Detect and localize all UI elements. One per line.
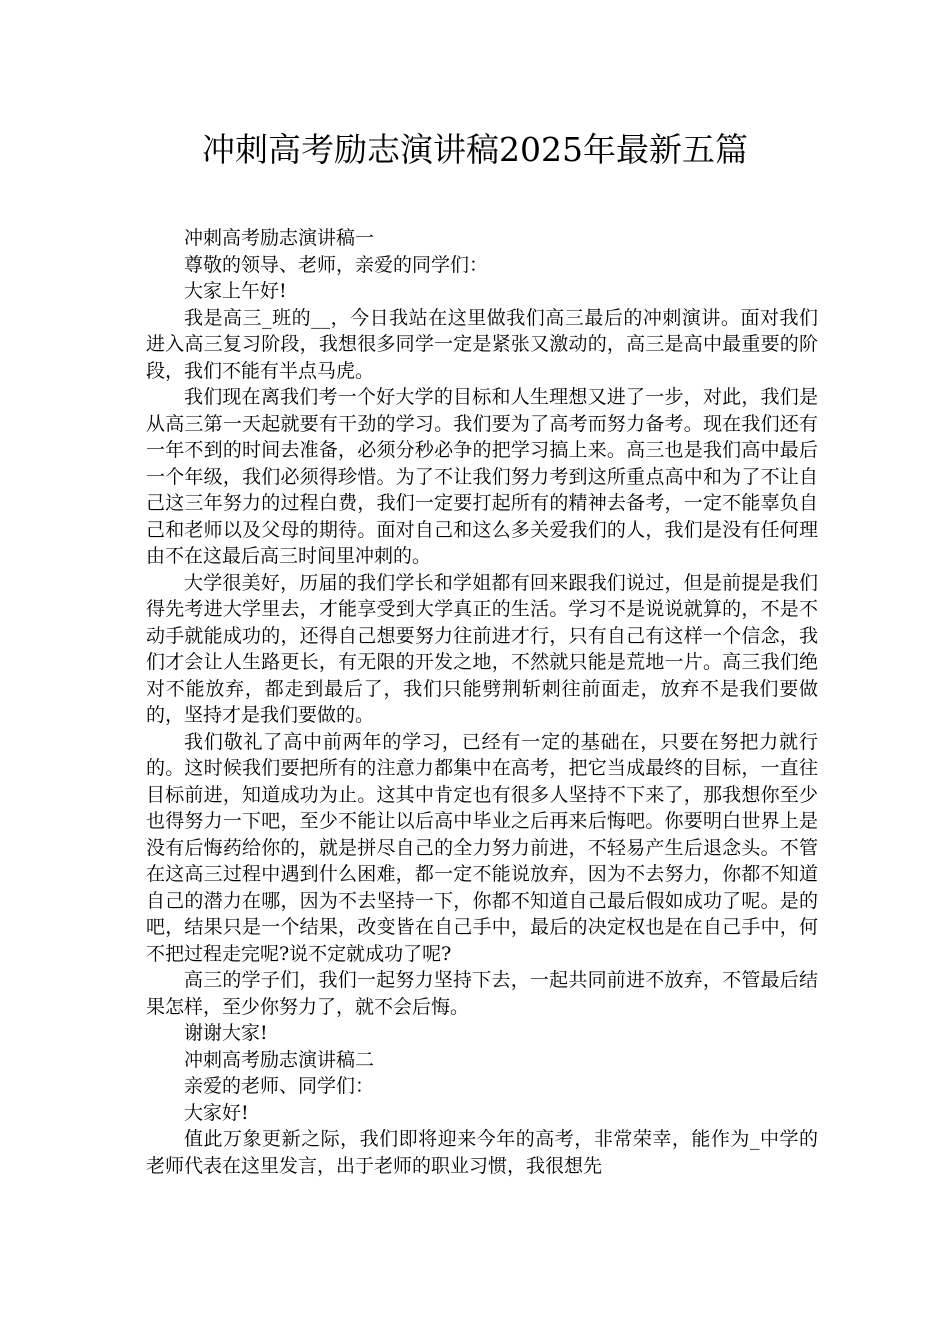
body-paragraph: 值此万象更新之际，我们即将迎来今年的高考，非常荣幸，能作为_中学的老师代表在这里发言，出于老师的职业习惯，我很想先: [146, 1128, 818, 1177]
body-paragraph: 高三的学子们，我们一起努力坚持下去，一起共同前进不放弃，不管最后结果怎样，至少你努力了，就不会后悔。: [146, 969, 818, 1018]
greeting: 大家上午好!: [184, 280, 287, 302]
salutation: 亲爱的老师、同学们：: [184, 1075, 375, 1097]
body-paragraph: 我是高三_班的__，今日我站在这里做我们高三最后的冲刺演讲。面对我们进入高三复习阶段，我想很多同学一定是紧张又激动的，高三是高中最重要的阶段，我们不能有半点马虎。: [146, 306, 818, 382]
body-paragraph: 我们现在离我们考一个好大学的目标和人生理想又进了一步，对此，我们是从高三第一天起就要有干劲的学习。我们要为了高考而努力备考。现在我们还有一年不到的时间去准备，必须分秒必争的把学习搞上来。高三也是我们高中最后一个年级，我们必须得珍惜。为了不让我们努力考到这所重点高中和为了不让自己这三年努力的过程白费，我们一定要打起所有的精神去备考，一定不能辜负自己和老师以及父母的期待。面对自己和这么多关爱我们的人，我们是没有任何理由不在这最后高三时间里冲刺的。: [146, 386, 818, 567]
closing: 谢谢大家!: [184, 1022, 268, 1044]
document-body: [146, 225, 818, 1179]
body-paragraph: 大学很美好，历届的我们学长和学姐都有回来跟我们说过，但是前提是我们得先考进大学里去，才能享受到大学真正的生活。学习不是说说就算的，不是不动手就能成功的，还得自己想要努力往前进才行，只有自己有这样一个信念，我们才会让人生路更长，有无限的开发之地，不然就只能是荒地一片。高三我们绝对不能放弃，都走到最后了，我们只能劈荆斩刺往前面走，放弃不是我们要做的，坚持才是我们要做的。: [146, 571, 818, 726]
section-heading-1: 冲刺高考励志演讲稿一: [184, 227, 375, 249]
section-heading-2: 冲刺高考励志演讲稿二: [184, 1048, 375, 1071]
greeting: 大家好!: [184, 1101, 249, 1124]
body-paragraph: 我们敬礼了高中前两年的学习，已经有一定的基础在，只要在努把力就行的。这时候我们要把所有的注意力都集中在高考，把它当成最终的目标，一直往目标前进，知道成功为止。这其中肯定也有很多人坚持不下来了，那我想你至少也得努力一下吧，至少不能让以后高中毕业之后再来后悔吧。你要明白世界上是没有后悔药给你的，就是拼尽自己的全力努力前进，不轻易产生后退念头。不管在这高三过程中遇到什么困难，都一定不能说放弃，因为不去努力，你都不知道自己的潜力在哪，因为不去坚持一下，你都不知道自己最后假如成功了呢。是的吧，结果只是一个结果，改变皆在自己手中，最后的决定权也是在自己手中，何不把过程走完呢?说不定就成功了呢?: [146, 730, 818, 965]
salutation: 尊敬的领导、老师，亲爱的同学们：: [184, 253, 489, 276]
document-title: 冲刺高考励志演讲稿2025年最新五篇: [202, 130, 748, 169]
